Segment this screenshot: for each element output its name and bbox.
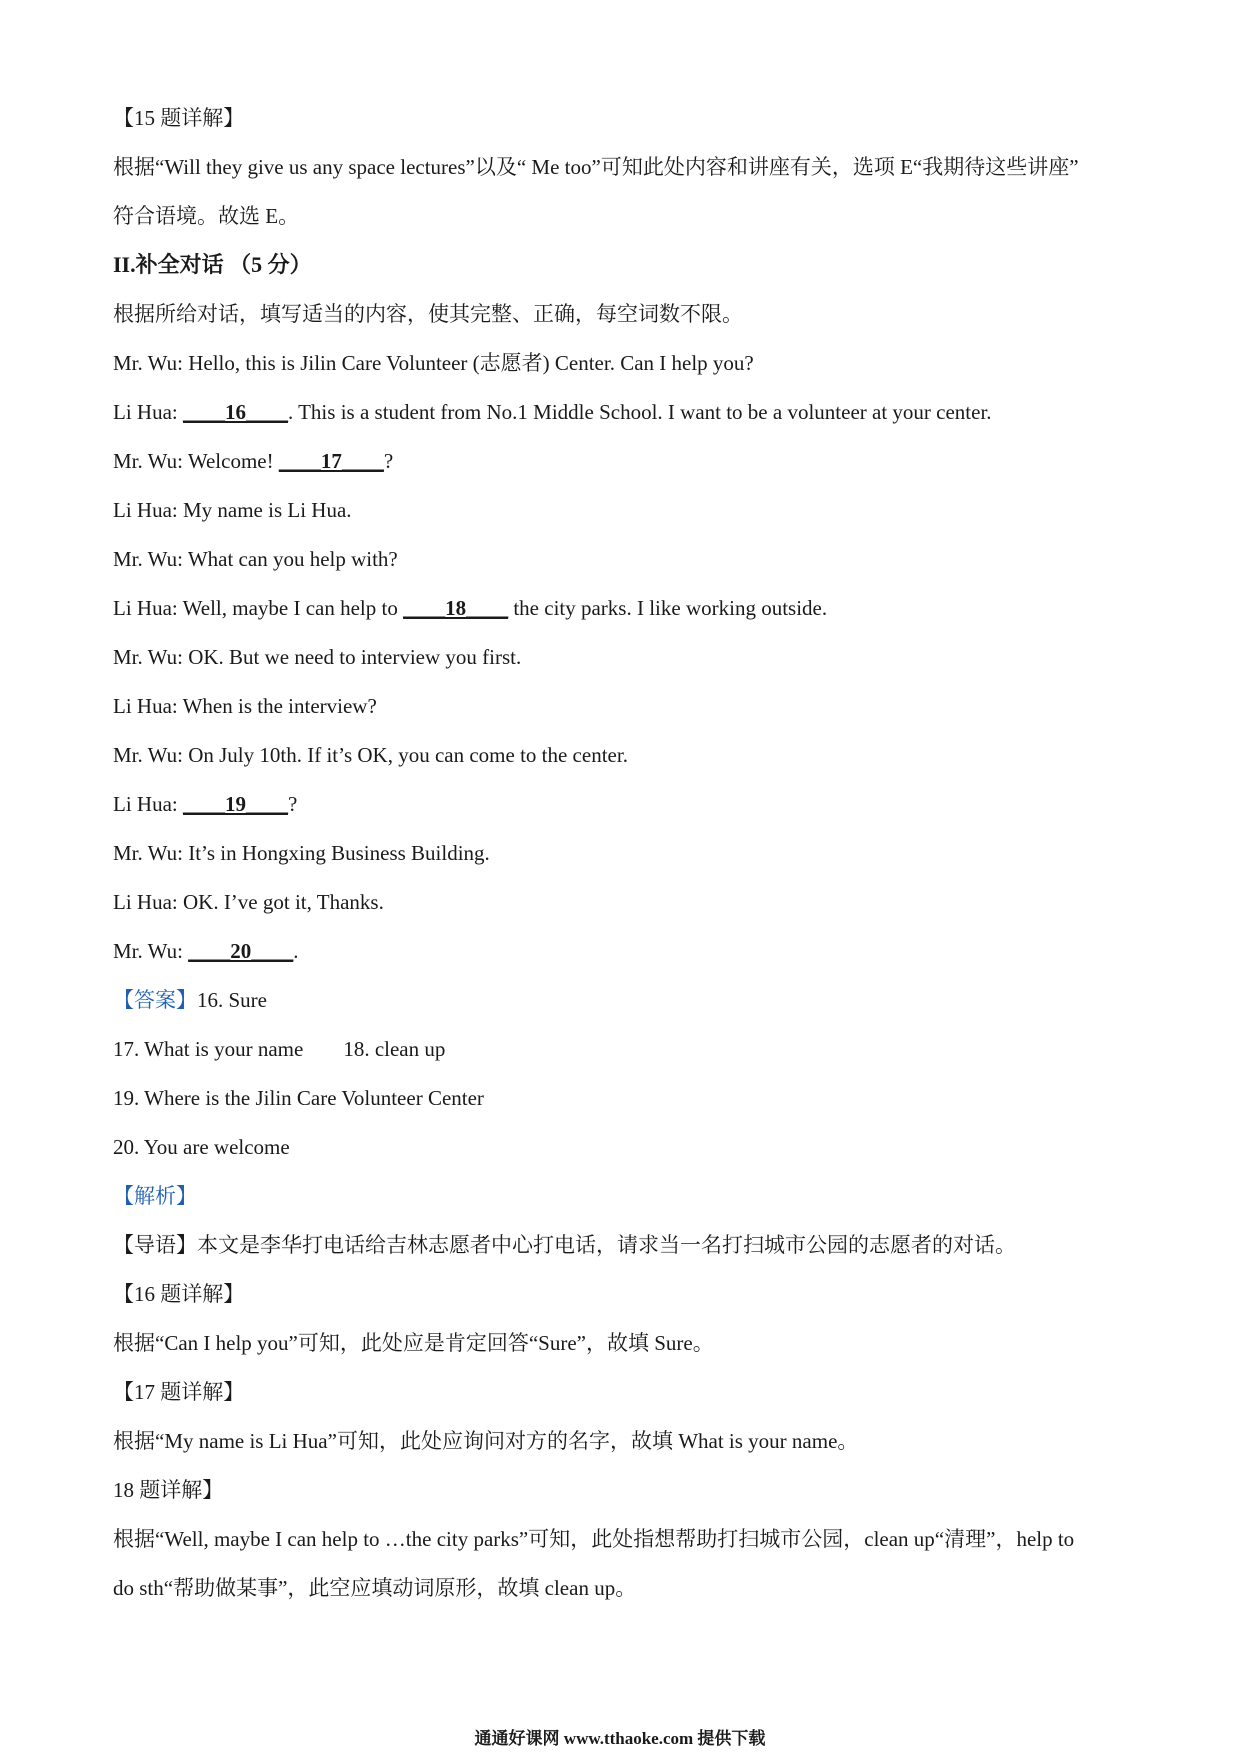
dialogue-text: ?	[287, 792, 298, 816]
answer-line	[113, 986, 1140, 1014]
dialogue-speaker: Mr. Wu:	[113, 645, 183, 669]
q15-body-line2: 符合语境。故选 E。	[113, 204, 300, 228]
dialogue-line	[113, 545, 1140, 573]
dialogue-speaker: Mr. Wu:	[113, 841, 183, 865]
dialogue-line	[113, 888, 1140, 916]
dialogue-text: . This is a student from No.1 Middle School. I want to be a volunteer at your center.	[287, 400, 992, 424]
answer-label: 【答案】	[113, 988, 197, 1012]
dialogue-text: What can you help with?	[182, 547, 398, 571]
blank-18: ____18____	[403, 596, 509, 620]
dialogue-text: ?	[383, 449, 394, 473]
dialogue-text: Hello, this is Jilin Care Volunteer (志愿者) Center. Can I help you?	[182, 351, 754, 375]
answer-18: 18. clean up	[343, 1037, 446, 1061]
dialogue-text: Welcome!	[182, 449, 279, 473]
dialogue-line	[113, 349, 1140, 377]
page-footer: 通通好课网 www.tthaoke.com 提供下载	[474, 1729, 766, 1748]
dialogue-line	[113, 790, 1140, 818]
dialogue-text: On July 10th. If it’s OK, you can come to the center.	[182, 743, 628, 767]
dialogue-speaker: Li Hua:	[113, 890, 178, 914]
q18-body-line2: do sth“帮助做某事”，此空应填动词原形，故填 clean up。	[113, 1576, 637, 1600]
q16-body: 根据“Can I help you”可知，此处应是肯定回答“Sure”，故填 Sure。	[113, 1331, 714, 1355]
answer-line	[113, 1035, 1140, 1063]
dialogue-line	[113, 839, 1140, 867]
answer-17: 17. What is your name	[113, 1037, 304, 1061]
dialogue-line	[113, 594, 1140, 622]
dialogue-speaker: Mr. Wu:	[113, 743, 183, 767]
dialogue-line	[113, 643, 1140, 671]
section-instruction: 根据所给对话，填写适当的内容，使其完整、正确，每空词数不限。	[113, 302, 743, 326]
dialogue-line	[113, 937, 1140, 965]
q15-heading: 【15 题详解】	[113, 106, 245, 130]
q18-body-line1: 根据“Well, maybe I can help to …the city parks”可知，此处指想帮助打扫城市公园，clean up“清理”，help to	[113, 1527, 1075, 1551]
blank-20: ____20____	[188, 939, 294, 963]
dialogue-line	[113, 496, 1140, 524]
dialogue-speaker: Mr. Wu:	[113, 351, 183, 375]
blank-16: ____16____	[182, 400, 288, 424]
dialogue-speaker: Li Hua:	[113, 400, 178, 424]
blank-17: ____17____	[278, 449, 384, 473]
dialogue-speaker: Mr. Wu:	[113, 939, 183, 963]
dialogue-speaker: Li Hua:	[113, 498, 178, 522]
answer-16: 16. Sure	[197, 988, 267, 1012]
dialogue-speaker: Li Hua:	[113, 792, 178, 816]
dialogue-speaker: Li Hua:	[113, 596, 178, 620]
answer-19: 19. Where is the Jilin Care Volunteer Center	[113, 1086, 484, 1110]
dialogue-text: Well, maybe I can help to	[177, 596, 404, 620]
analysis-label: 【解析】	[113, 1184, 197, 1208]
q17-heading: 【17 题详解】	[113, 1380, 245, 1404]
dialogue-text: the city parks. I like working outside.	[508, 596, 828, 620]
blank-19: ____19____	[182, 792, 288, 816]
q18-heading: 18 题详解】	[113, 1478, 224, 1502]
dialogue-text: OK. I’ve got it, Thanks.	[177, 890, 384, 914]
answer-20: 20. You are welcome	[113, 1135, 290, 1159]
dialogue-speaker: Mr. Wu:	[113, 547, 183, 571]
q15-body-line1: 根据“Will they give us any space lectures”以及“ Me too”可知此处内容和讲座有关，选项 E“我期待这些讲座”	[113, 155, 1079, 179]
dialogue-line	[113, 741, 1140, 769]
dialogue-text: It’s in Hongxing Business Building.	[182, 841, 490, 865]
dialogue-text: My name is Li Hua.	[177, 498, 352, 522]
dialogue-line	[113, 447, 1140, 475]
dialogue-text: .	[293, 939, 299, 963]
analysis-intro: 【导语】本文是李华打电话给吉林志愿者中心打电话，请求当一名打扫城市公园的志愿者的对话。	[113, 1233, 1016, 1257]
dialogue-text: When is the interview?	[177, 694, 377, 718]
q16-heading: 【16 题详解】	[113, 1282, 245, 1306]
dialogue-text: OK. But we need to interview you first.	[182, 645, 522, 669]
q17-body: 根据“My name is Li Hua”可知，此处应询问对方的名字，故填 What is your name。	[113, 1429, 859, 1453]
dialogue-speaker: Mr. Wu:	[113, 449, 183, 473]
dialogue-speaker: Li Hua:	[113, 694, 178, 718]
section-title: II.补全对话 （5 分）	[113, 252, 312, 277]
dialogue-line	[113, 692, 1140, 720]
dialogue-line	[113, 398, 1140, 426]
